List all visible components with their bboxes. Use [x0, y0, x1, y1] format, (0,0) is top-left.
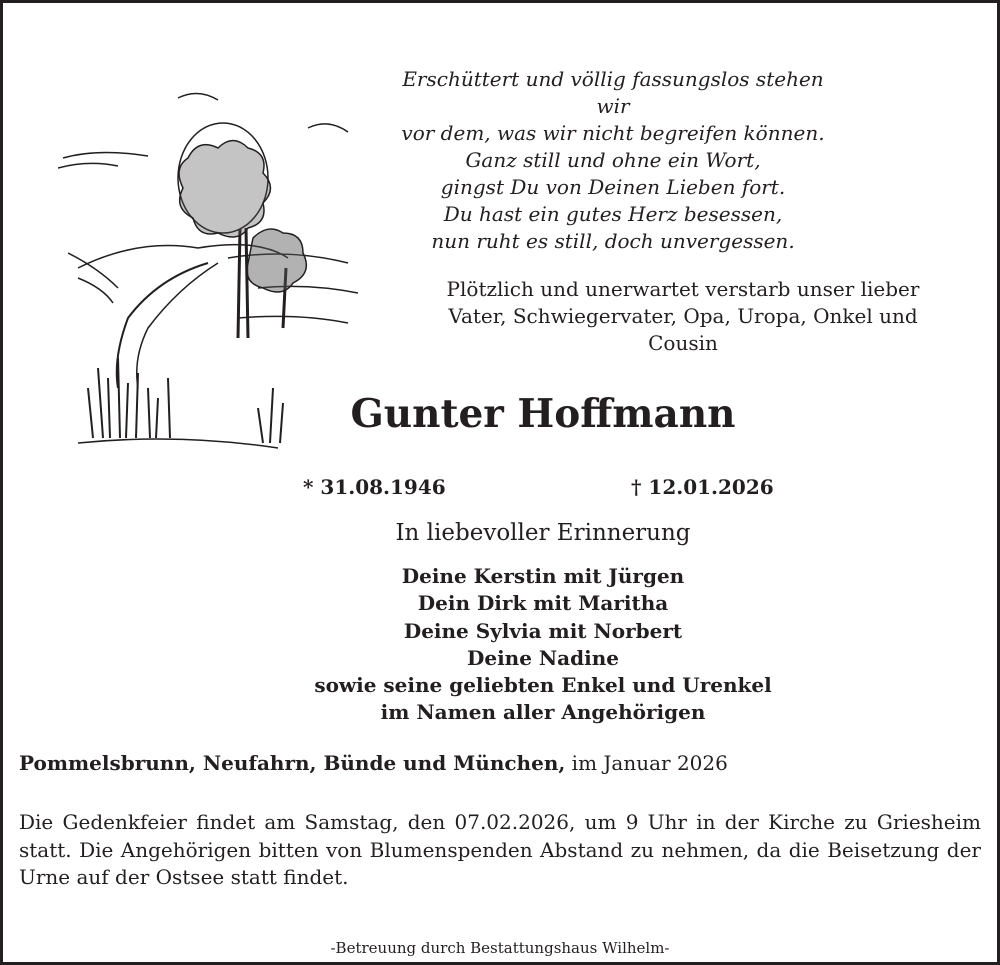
poem-line: Ganz still und ohne ein Wort,: [465, 148, 761, 172]
poem-line: Du hast ein gutes Herz besessen,: [443, 202, 783, 226]
mourners-list: [243, 563, 843, 727]
mourner: Deine Nadine: [467, 645, 619, 670]
mourner: Deine Kerstin mit Jürgen: [401, 564, 685, 588]
deceased-name: Gunter Hoffmann: [350, 391, 736, 437]
memory-heading: In liebevoller Erinnerung: [395, 520, 691, 546]
mourner: im Namen aller Angehörigen: [380, 700, 706, 725]
mourner: Dein Dirk mit Maritha: [417, 591, 669, 616]
memorial-service-notice: Die Gedenkfeier findet am Samstag, den 07.02.2026, um 9 Uhr in der Kirche zu Griesheim statt. Die Angehörigen bitten von Blumenspenden Abstand zu nehmen, da die Beisetzung der Urne auf der Ostsee statt findet.: [19, 810, 981, 889]
mourner: sowie seine geliebten Enkel und Urenkel: [314, 673, 772, 698]
locations: Pommelsbrunn, Neufahrn, Bünde und München,: [19, 751, 566, 775]
death-date: † 12.01.2026: [631, 475, 774, 499]
poem-line: vor dem, was wir nicht begreifen können.: [401, 121, 825, 145]
intro-line: Cousin: [648, 331, 718, 355]
poem-line: gingst Du von Deinen Lieben fort.: [440, 175, 786, 199]
poem-line: nun ruht es still, doch unvergessen.: [431, 229, 795, 253]
poem: [398, 66, 828, 255]
funeral-home-credit: -Betreuung durch Bestattungshaus Wilhelm-: [330, 939, 670, 957]
mourner: Deine Sylvia mit Norbert: [403, 618, 683, 643]
intro-line: Plötzlich und unerwartet verstarb unser lieber: [446, 277, 920, 301]
birth-date: * 31.08.1946: [303, 475, 446, 499]
month-year: im Januar 2026: [565, 751, 728, 775]
place-date-line: [19, 751, 728, 775]
death-announcement: [418, 276, 948, 357]
poem-line: Erschüttert und völlig fassungslos stehen wir: [402, 67, 824, 118]
intro-line: Vater, Schwiegervater, Opa, Uropa, Onkel und: [448, 304, 918, 328]
